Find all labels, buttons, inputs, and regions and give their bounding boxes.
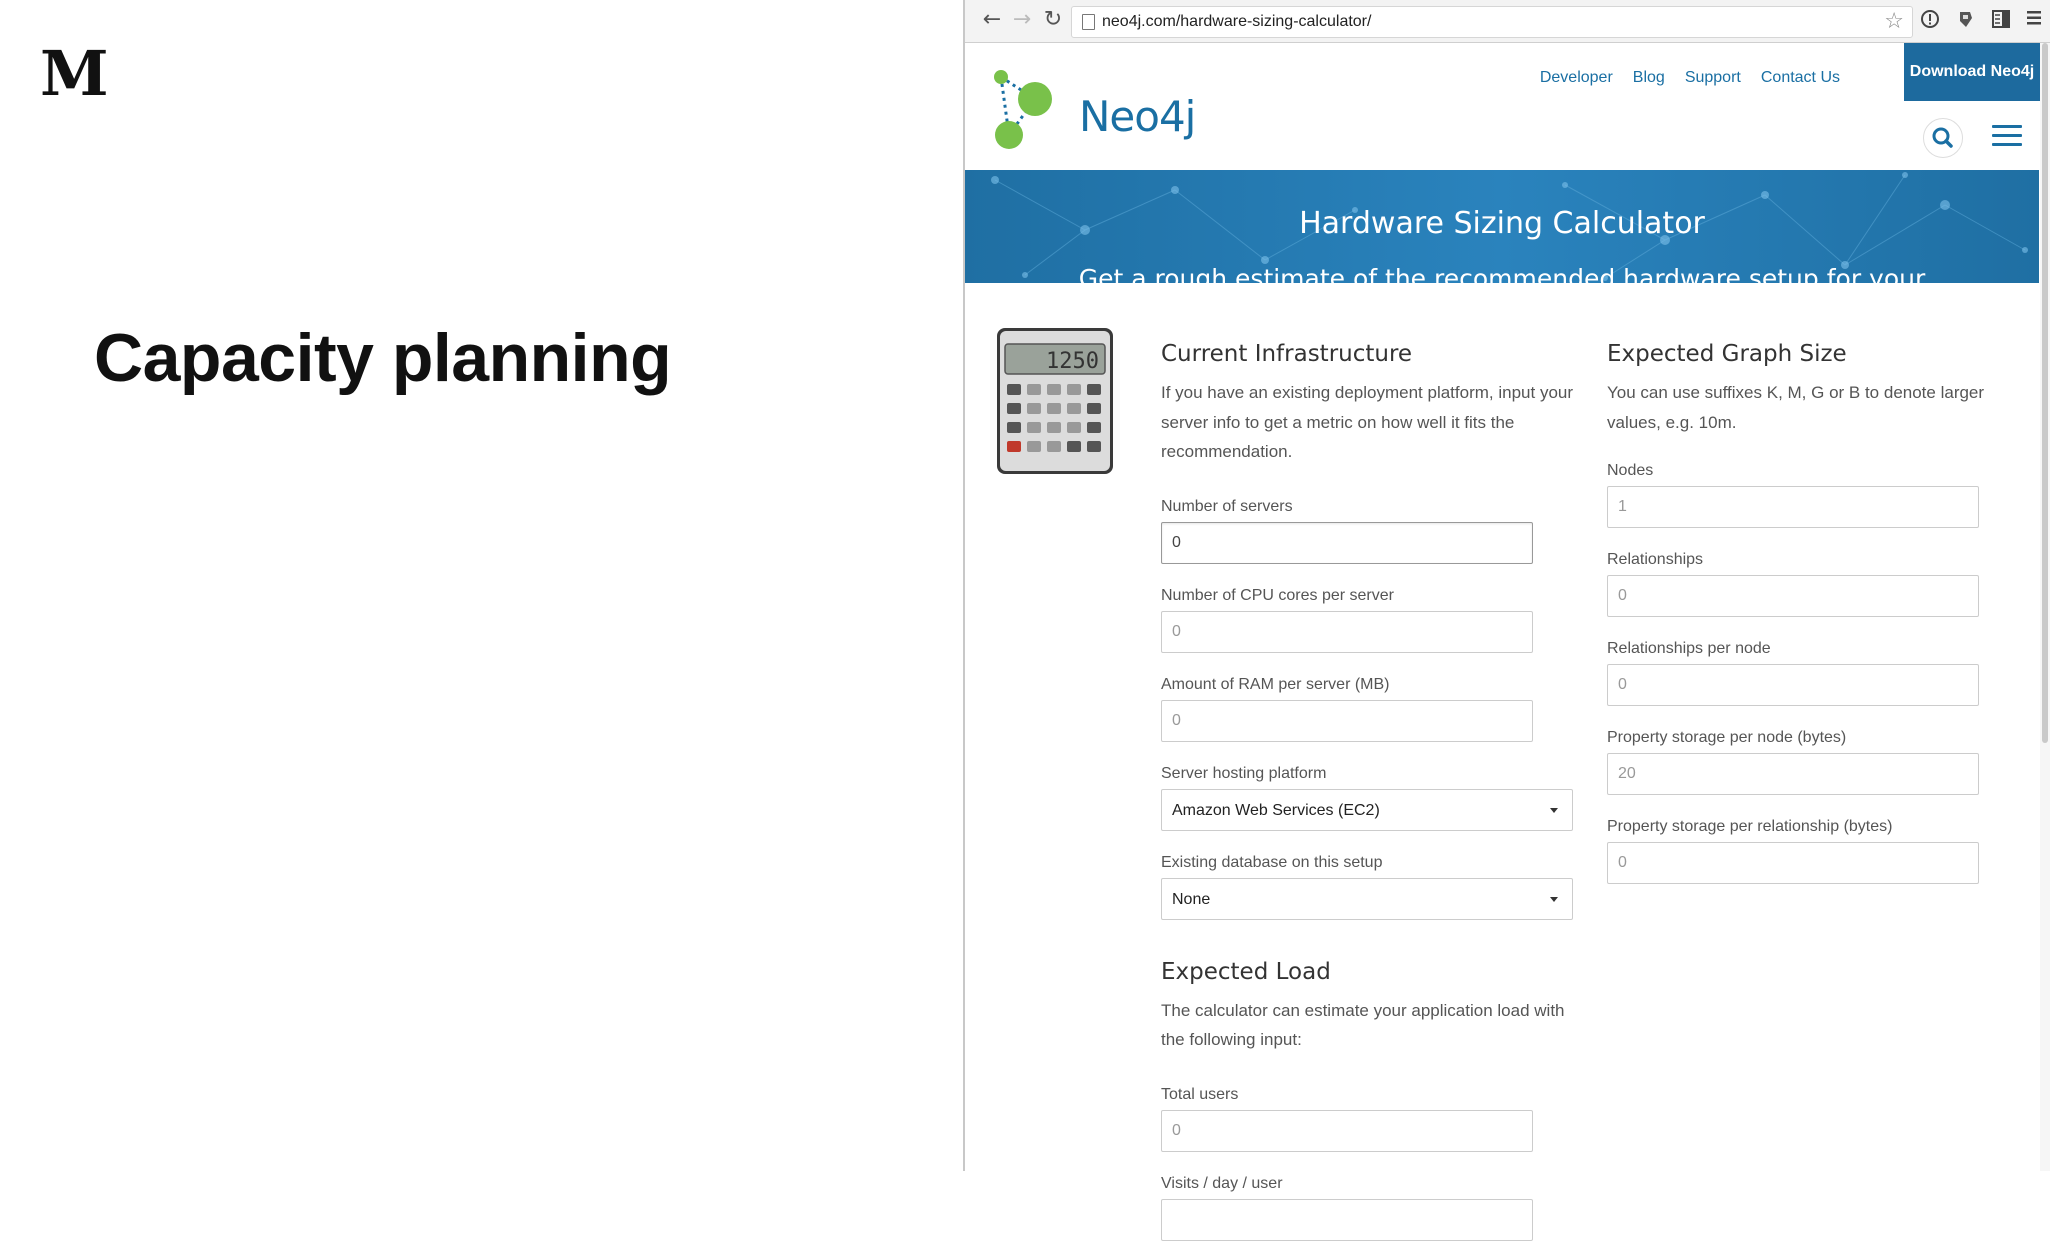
nav-support[interactable]: Support	[1684, 69, 1741, 86]
neo4j-logo-text: Neo4j	[1079, 92, 1196, 141]
hero-banner	[965, 170, 2039, 293]
relationships-per-node-label: Relationships per node	[1607, 640, 1771, 657]
relationships-label: Relationships	[1607, 551, 1704, 568]
address-bar[interactable]	[1071, 6, 1913, 38]
expected-graph-size-description: You can use suffixes K, M, G or B to denote larger values, e.g. 10m.	[1607, 383, 1985, 432]
ram-label: Amount of RAM per server (MB)	[1161, 675, 1390, 693]
back-arrow-icon[interactable]: ←	[982, 7, 1002, 32]
platform-select-value: Amazon Web Services (EC2)	[1172, 801, 1380, 819]
browser-toolbar	[965, 0, 2050, 43]
database-select[interactable]	[1161, 878, 1573, 920]
nodes-label: Nodes	[1607, 462, 1654, 479]
expected-load-title: Expected Load	[1161, 958, 1331, 985]
forward-arrow-icon[interactable]: →	[1012, 7, 1032, 32]
site-header	[965, 43, 2050, 170]
database-select-value: None	[1172, 890, 1211, 908]
calculator-display: 1250	[1046, 349, 1099, 374]
scrollbar-thumb[interactable]	[2042, 43, 2048, 743]
neo4j-logo[interactable]	[987, 67, 1196, 157]
property-storage-node-label: Property storage per node (bytes)	[1607, 729, 1847, 746]
banner-subtitle: Get a rough estimate of the recommended hardware setup for your	[1078, 264, 1926, 293]
hamburger-menu-icon[interactable]	[1992, 125, 2022, 149]
expected-graph-size-title: Expected Graph Size	[1607, 341, 1847, 367]
relationships-input[interactable]	[1607, 575, 1979, 617]
property-storage-relationship-label: Property storage per relationship (bytes)	[1607, 818, 1893, 835]
current-infrastructure-description: If you have an existing deployment platform, input your server info to get a metric on how well it fits the recommendation.	[1161, 383, 1574, 461]
calculator-icon	[995, 326, 1115, 476]
expected-load-description: The calculator can estimate your application load with the following input:	[1161, 1000, 1565, 1049]
property-storage-relationship-input[interactable]	[1607, 842, 1979, 884]
cpu-input[interactable]	[1161, 611, 1533, 653]
nav-developer[interactable]: Developer	[1539, 69, 1613, 86]
nodes-input[interactable]	[1607, 486, 1979, 528]
nav-blog[interactable]: Blog	[1632, 69, 1665, 86]
nav-contact-us[interactable]: Contact Us	[1760, 69, 1840, 86]
current-infrastructure-title: Current Infrastructure	[1161, 341, 1413, 367]
extension-sidebar-icon[interactable]	[1990, 9, 2012, 31]
servers-label: Number of servers	[1161, 497, 1293, 515]
platform-select[interactable]	[1161, 789, 1573, 831]
search-icon	[1924, 119, 1962, 157]
expected-graph-size-section	[1607, 336, 2017, 884]
total-users-label: Total users	[1161, 1085, 1239, 1103]
extension-shield-icon[interactable]	[1955, 9, 1977, 31]
relationships-per-node-input[interactable]	[1607, 664, 1979, 706]
platform-label: Server hosting platform	[1161, 764, 1327, 782]
chevron-down-icon	[1550, 897, 1558, 902]
search-button[interactable]	[1923, 118, 1963, 158]
reload-icon[interactable]: ↻	[1043, 7, 1063, 32]
servers-input[interactable]	[1161, 522, 1533, 564]
banner-title: Hardware Sizing Calculator	[1299, 206, 1705, 241]
neo4j-graph-icon	[987, 67, 1077, 157]
medium-logo: M	[40, 37, 107, 110]
visits-input[interactable]	[1161, 1199, 1533, 1241]
download-neo4j-button[interactable]: Download Neo4j	[1904, 43, 2040, 101]
bookmark-star-icon[interactable]: ☆	[1884, 9, 1904, 34]
chevron-down-icon	[1550, 808, 1558, 813]
property-storage-node-input[interactable]	[1607, 753, 1979, 795]
browser-window	[963, 0, 2050, 1192]
total-users-input[interactable]	[1161, 1110, 1533, 1152]
current-infrastructure-section	[1161, 336, 1581, 1241]
visits-label: Visits / day / user	[1161, 1174, 1283, 1192]
slide-title: Capacity planning	[94, 320, 672, 396]
extension-info-icon[interactable]	[1919, 9, 1941, 31]
url-text: neo4j.com/hardware-sizing-calculator/	[1102, 13, 1372, 30]
page-scrollbar[interactable]	[2040, 43, 2050, 1171]
chrome-menu-icon[interactable]	[2023, 9, 2045, 31]
cpu-label: Number of CPU cores per server	[1161, 586, 1394, 604]
top-nav	[1540, 67, 1840, 89]
page-icon	[1082, 14, 1095, 30]
ram-input[interactable]	[1161, 700, 1533, 742]
database-label: Existing database on this setup	[1161, 853, 1383, 871]
